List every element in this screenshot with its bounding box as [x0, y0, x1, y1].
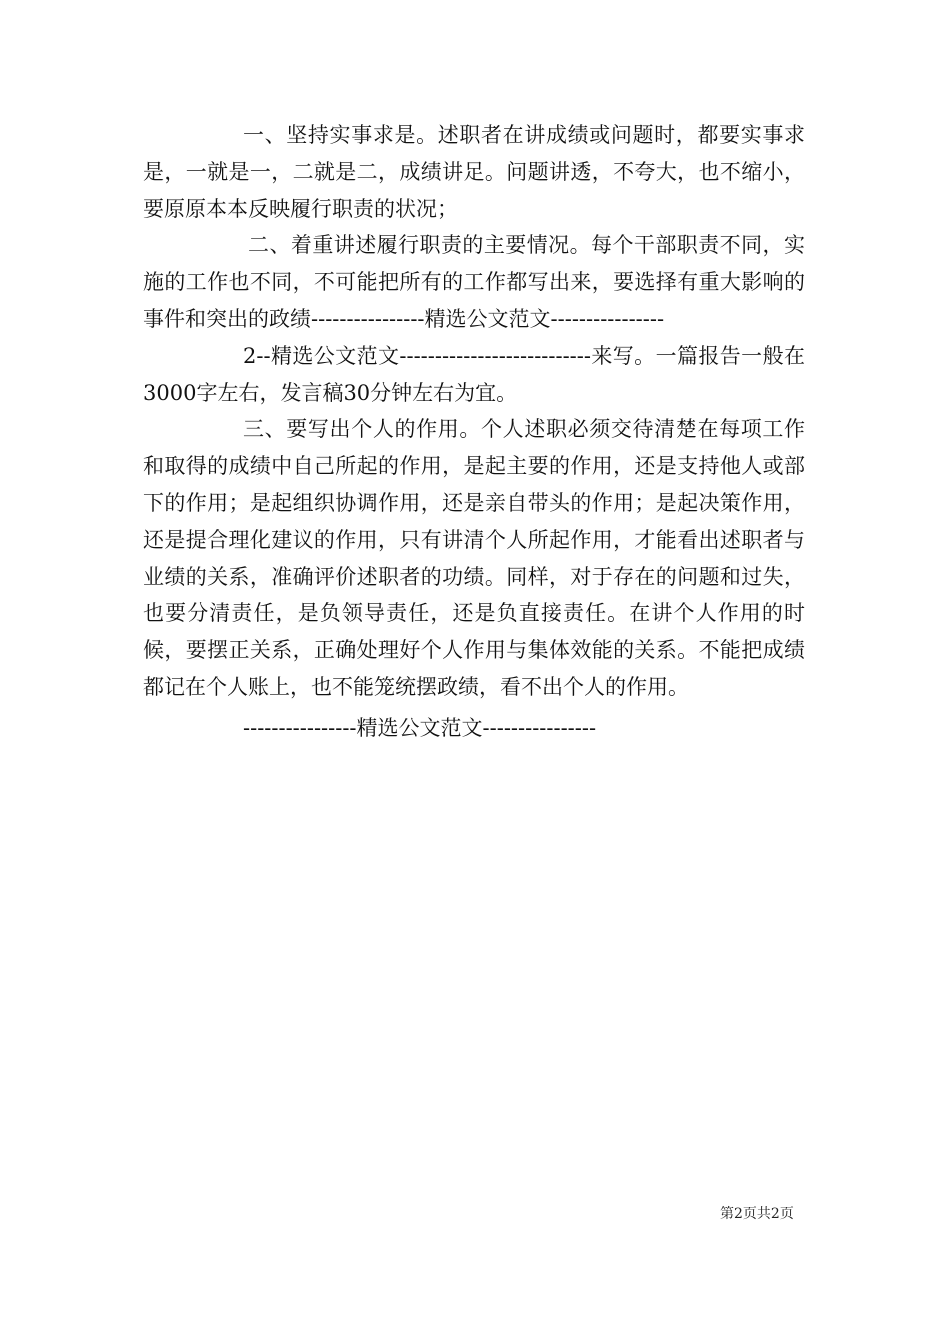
- paragraph-1: 一、坚持实事求是。述职者在讲成绩或问题时，都要实事求是，一就是一，二就是二，成绩讲足。问题讲透，不夸大，也不缩小，要原原本本反映履行职责的状况；: [143, 123, 805, 221]
- document-body: [143, 117, 805, 747]
- paragraph-4: 三、要写出个人的作用。个人述职必须交待清楚在每项工作和取得的成绩中自己所起的作用，是起主要的作用，还是支持他人或部下的作用；是起组织协调作用，还是亲自带头的作用；是起决策作用，还是提合理化建议的作用，只有讲清个人所起作用，才能看出述职者与业绩的关系，准确评价述职者的功绩。同样，对于存在的问题和过失，也要分清责任，是负领导责任，还是负直接责任。在讲个人作用的时候，要摆正关系，正确处理好个人作用与集体效能的关系。不能把成绩都记在个人账上，也不能笼统摆政绩，看不出个人的作用。: [143, 417, 805, 699]
- paragraph-2: 二、着重讲述履行职责的主要情况。每个干部职责不同，实施的工作也不同，不可能把所有的工作都写出来，要选择有重大影响的事件和突出的政绩----------------精选公文范文----------------: [143, 233, 805, 331]
- paragraph-3: 2--精选公文范文---------------------------来写。一篇报告一般在3000字左右，发言稿30分钟左右为宜。: [143, 343, 805, 405]
- page-number-footer: 第2页共2页: [720, 1206, 794, 1222]
- divider-line: ----------------精选公文范文----------------: [243, 715, 597, 740]
